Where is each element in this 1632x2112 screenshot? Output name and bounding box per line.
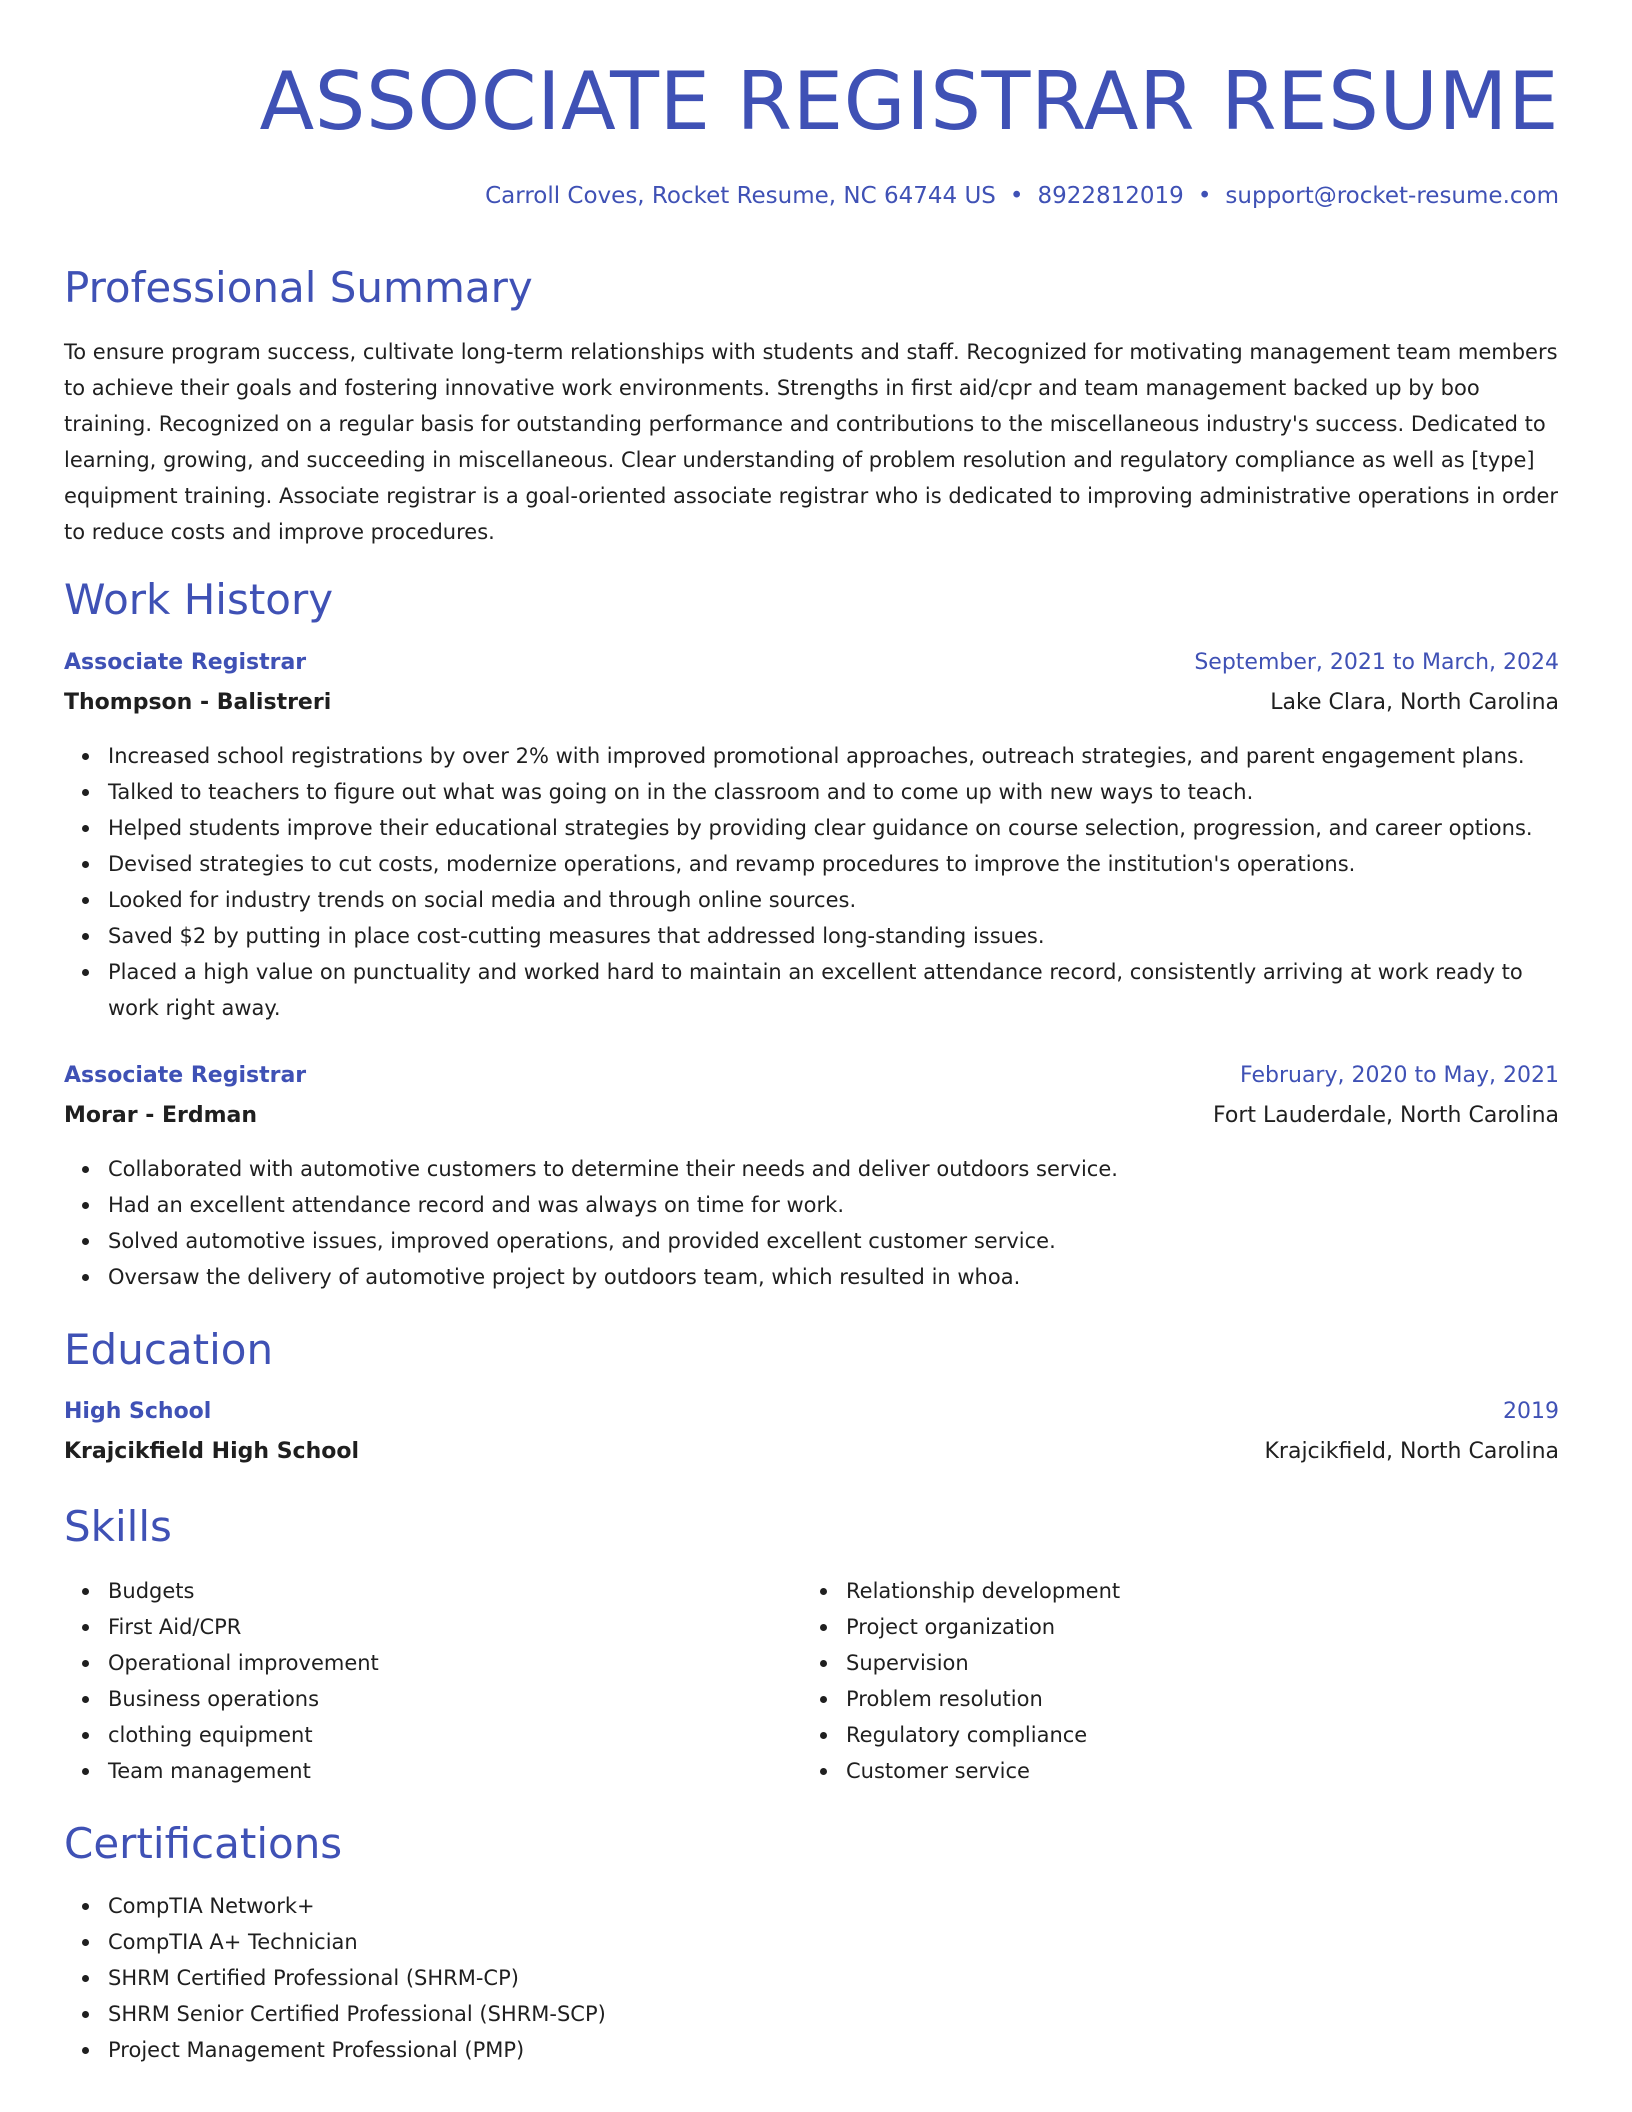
list-item: Project Management Professional (PMP) bbox=[108, 2032, 1559, 2068]
education-school: Krajcikfield High School bbox=[64, 1439, 360, 1464]
list-item: Operational improvement bbox=[108, 1645, 788, 1681]
list-item: Had an excellent attendance record and was always on time for work. bbox=[108, 1187, 1559, 1223]
list-item: SHRM Senior Certified Professional (SHRM-SCP) bbox=[108, 1996, 1559, 2032]
list-item: Supervision bbox=[846, 1645, 1546, 1681]
job-company: Thompson - Balistreri bbox=[64, 690, 332, 715]
list-item: Helped students improve their educational strategies by providing clear guidance on course selection, progression, and career options. bbox=[108, 810, 1559, 846]
job-bullet-list bbox=[64, 738, 1559, 1026]
certifications-list bbox=[64, 1888, 1559, 2068]
contact-address: Carroll Coves, Rocket Resume, NC 64744 US bbox=[485, 183, 996, 209]
job-location: Fort Lauderdale, North Carolina bbox=[1213, 1103, 1559, 1128]
list-item: CompTIA Network+ bbox=[108, 1888, 1559, 1924]
education-location: Krajcikfield, North Carolina bbox=[1264, 1439, 1559, 1464]
education-subheader bbox=[64, 1434, 1559, 1470]
section-heading-education: Education bbox=[64, 1325, 274, 1374]
list-item: Team management bbox=[108, 1753, 788, 1789]
job-dates: September, 2021 to March, 2024 bbox=[1194, 650, 1559, 675]
job-subheader bbox=[64, 1098, 1559, 1134]
resume-title: ASSOCIATE REGISTRAR RESUME bbox=[259, 55, 1559, 148]
skills-list-left bbox=[64, 1573, 788, 1789]
list-item: Solved automotive issues, improved operations, and provided excellent customer service. bbox=[108, 1223, 1559, 1259]
section-heading-work-history: Work History bbox=[64, 575, 334, 624]
contact-phone: 8922812019 bbox=[1037, 183, 1184, 209]
list-item: CompTIA A+ Technician bbox=[108, 1924, 1559, 1960]
contact-separator: • bbox=[1197, 183, 1212, 209]
list-item: Regulatory compliance bbox=[846, 1717, 1546, 1753]
job-bullet-list bbox=[64, 1151, 1559, 1295]
education-header bbox=[64, 1394, 1559, 1430]
list-item: SHRM Certified Professional (SHRM-CP) bbox=[108, 1960, 1559, 1996]
job-subheader bbox=[64, 685, 1559, 721]
section-heading-certifications: Certifications bbox=[64, 1819, 343, 1868]
contact-email: support@rocket-resume.com bbox=[1225, 183, 1559, 209]
job-header bbox=[64, 1058, 1559, 1094]
section-heading-summary: Professional Summary bbox=[64, 263, 533, 312]
list-item: Talked to teachers to figure out what was going on in the classroom and to come up with new ways to teach. bbox=[108, 774, 1559, 810]
summary-text: To ensure program success, cultivate long-term relationships with students and staff. Recognized for motivating management team members to achieve their goals and fostering innovative work environments. Strengths in first aid/cpr and team management backed up by boo training. Recognized on a regular basis for outstanding performance and contributions to the miscellaneous industry's success. Dedicated to learning, growing, and succeeding in miscellaneous. Clear understanding of problem resolution and regulatory compliance as well as [type] equipment training. Associate registrar is a goal-oriented associate registrar who is dedicated to improving administrative operations in order to reduce costs and improve procedures. bbox=[64, 340, 1558, 544]
list-item: Saved $2 by putting in place cost-cutting measures that addressed long-standing issues. bbox=[108, 918, 1559, 954]
job-role: Associate Registrar bbox=[64, 1063, 307, 1088]
list-item: Increased school registrations by over 2% with improved promotional approaches, outreach strategies, and parent engagement plans. bbox=[108, 738, 1559, 774]
job-role: Associate Registrar bbox=[64, 650, 307, 675]
list-item: Placed a high value on punctuality and worked hard to maintain an excellent attendance record, consistently arriving at work ready to work right away. bbox=[108, 954, 1528, 1026]
list-item: Oversaw the delivery of automotive project by outdoors team, which resulted in whoa. bbox=[108, 1259, 1559, 1295]
list-item: Customer service bbox=[846, 1753, 1546, 1789]
list-item: Devised strategies to cut costs, modernize operations, and revamp procedures to improve the institution's operations. bbox=[108, 846, 1559, 882]
education-year: 2019 bbox=[1503, 1399, 1559, 1424]
job-header bbox=[64, 645, 1559, 681]
education-degree: High School bbox=[64, 1399, 212, 1424]
list-item: Relationship development bbox=[846, 1573, 1546, 1609]
job-company: Morar - Erdman bbox=[64, 1103, 258, 1128]
list-item: Problem resolution bbox=[846, 1681, 1546, 1717]
list-item: Project organization bbox=[846, 1609, 1546, 1645]
contact-separator: • bbox=[1009, 183, 1024, 209]
list-item: Looked for industry trends on social media and through online sources. bbox=[108, 882, 1559, 918]
list-item: Business operations bbox=[108, 1681, 788, 1717]
list-item: Budgets bbox=[108, 1573, 788, 1609]
skills-list-right bbox=[802, 1573, 1546, 1789]
list-item: First Aid/CPR bbox=[108, 1609, 788, 1645]
job-location: Lake Clara, North Carolina bbox=[1270, 690, 1559, 715]
list-item: clothing equipment bbox=[108, 1717, 788, 1753]
job-dates: February, 2020 to May, 2021 bbox=[1240, 1063, 1559, 1088]
section-heading-skills: Skills bbox=[64, 1502, 172, 1551]
contact-line bbox=[485, 180, 1559, 212]
list-item: Collaborated with automotive customers to determine their needs and deliver outdoors service. bbox=[108, 1151, 1559, 1187]
